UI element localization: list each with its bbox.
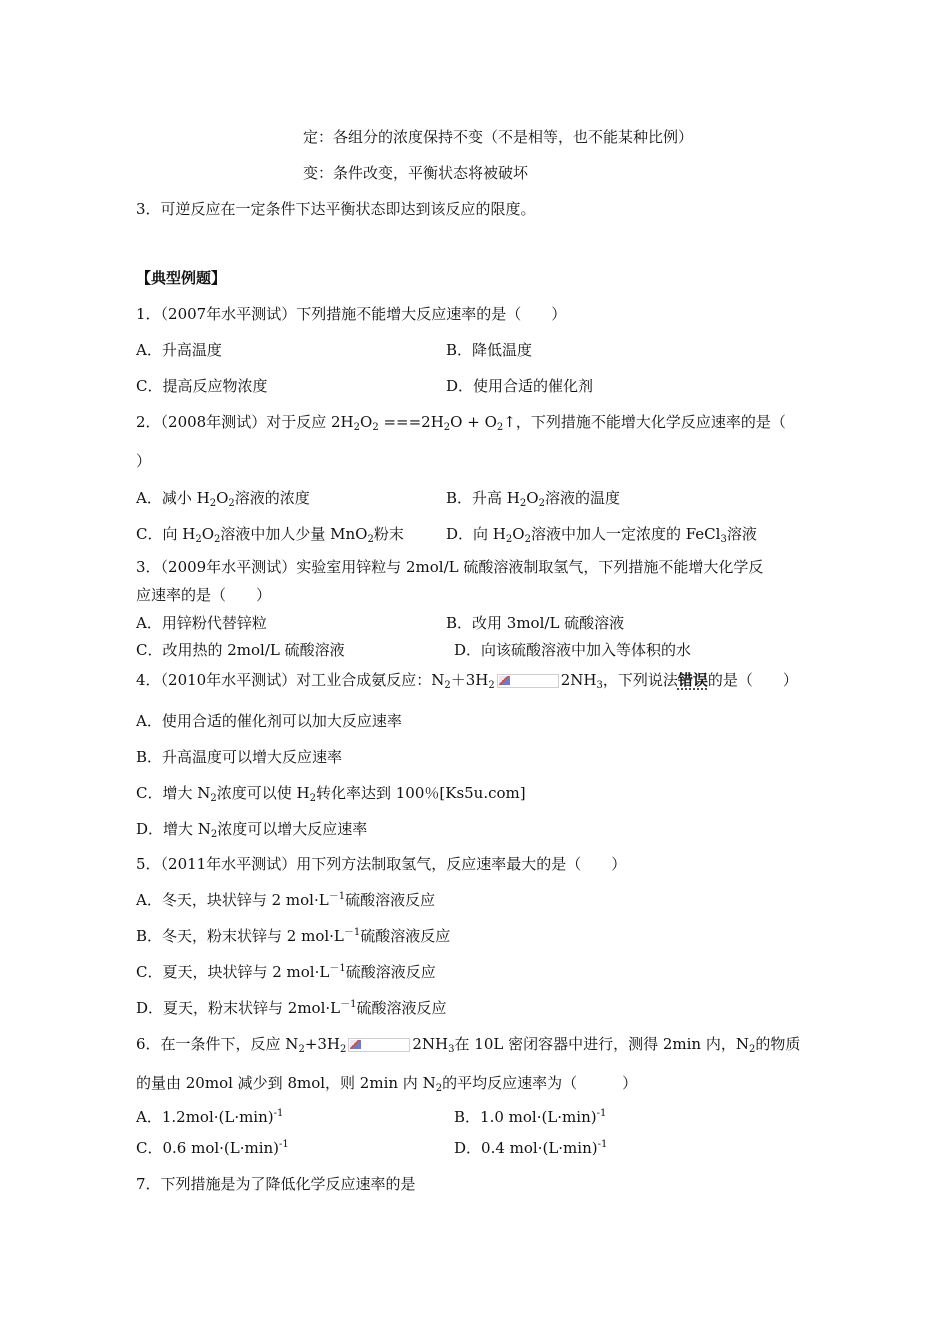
- emphasis-error: 错误: [677, 671, 708, 689]
- reversible-arrow-icon: [348, 1038, 410, 1052]
- q3-option-d: D．向该硫酸溶液中加入等体积的水: [454, 641, 692, 659]
- q5-option-a: A．冬天，块状锌与 2 $mol\cdot L^{-1}$硫酸溶液反应: [136, 891, 436, 909]
- q5-option-b: B．冬天，粉末状锌与 2 $mol\cdot L^{-1}$硫酸溶液反应: [136, 927, 451, 945]
- q6-stem: 6．在一条件下，反应 $N_2+3H_2$ $2NH_3$在 10L 密闭容器中进行，测得 2min 内，$N_2$的物质: [136, 1035, 801, 1055]
- q2-stem: 2．（2008年测试）对于反应 $2H_2O_2 ===2H_2O$ + $O_2↑$，下列措施不能增大化学反应速率的是（: [136, 413, 786, 433]
- q6-option-c: C．0.6 $mol\cdot(L\cdot\min)^{-1}$: [136, 1139, 289, 1157]
- q1-option-d: D．使用合适的催化剂: [446, 377, 594, 395]
- q6-option-a: A．$1.2mol\cdot(L\cdot\min)^{-1}$: [136, 1108, 284, 1126]
- q1-option-c: C．提高反应物浓度: [136, 377, 268, 395]
- q3-option-c: C．改用热的 2mol/L 硫酸溶液: [136, 641, 345, 659]
- q6-option-b: B．1.0 $mol\cdot(L\cdot\min)^{-1}$: [454, 1108, 607, 1126]
- equilibrium-ding-line: 定：各组分的浓度保持不变（不是相等，也不能某种比例）: [303, 128, 694, 146]
- q2-option-d: D．向 $H_2O_2$溶液中加人一定浓度的 FeCl$_3$溶液: [446, 525, 757, 545]
- q4-option-d: D．增大 $N_2$浓度可以增大反应速率: [136, 820, 368, 840]
- q2-option-c: C．向 $H_2O_2$溶液中加人少量 MnO$_2$粉末: [136, 525, 404, 545]
- section-title: 【典型例题】: [136, 269, 227, 287]
- q3-stem: 3．（2009年水平测试）实验室用锌粒与 2mol/L 硫酸溶液制取氢气，下列措施不能增大化学反: [136, 558, 764, 576]
- q1-option-b: B．降低温度: [446, 341, 533, 359]
- q5-stem: 5．（2011年水平测试）用下列方法制取氢气，反应速率最大的是（ ）: [136, 855, 627, 873]
- q6-stem-cont: 的量由 20mol 减少到 8mol，则 2min 内 $N_2$的平均反应速率为（ ）: [136, 1074, 638, 1094]
- equilibrium-bian-line: 变：条件改变，平衡状态将被破坏: [303, 164, 529, 182]
- q4-option-a: A．使用合适的催化剂可以加大反应速率: [136, 712, 402, 730]
- q4-option-c: C．增大 $N_2$浓度可以使 $H_2$转化率达到 100％[Ks5u.com]: [136, 784, 526, 804]
- q6-option-d: D．0.4 $mol\cdot(L\cdot\min)^{-1}$: [454, 1139, 608, 1157]
- q7-stem: 7．下列措施是为了降低化学反应速率的是: [136, 1175, 416, 1193]
- q4-option-b: B．升高温度可以增大反应速率: [136, 748, 343, 766]
- q3-option-a: A．用锌粉代替锌粒: [136, 614, 267, 632]
- q3-option-b: B．改用 3mol/L 硫酸溶液: [446, 614, 625, 632]
- q1-option-a: A．升高温度: [136, 341, 222, 359]
- reversible-arrow-icon: [497, 674, 559, 688]
- q4-stem: 4．（2010年水平测试）对工业合成氨反应：$N_2+3H_2$ $2NH_3$，下列说法错误的是（ ）: [136, 671, 798, 691]
- q3-stem-cont: 应速率的是（ ）: [136, 586, 272, 604]
- q2-option-a: A．减小 $H_2O_2$溶液的浓度: [136, 489, 310, 509]
- q5-option-c: C．夏天，块状锌与 2 $mol\cdot L^{-1}$硫酸溶液反应: [136, 963, 436, 981]
- q2-stem-cont: ）: [136, 452, 152, 470]
- q5-option-d: D．夏天，粉末状锌与 $2mol\cdot L^{-1}$硫酸溶液反应: [136, 999, 447, 1017]
- q2-option-b: B．升高 $H_2O_2$溶液的温度: [446, 489, 620, 509]
- point-3-line: 3．可逆反应在一定条件下达平衡状态即达到该反应的限度。: [136, 200, 536, 218]
- q1-stem: 1．（2007年水平测试）下列措施不能增大反应速率的是（ ）: [136, 305, 567, 323]
